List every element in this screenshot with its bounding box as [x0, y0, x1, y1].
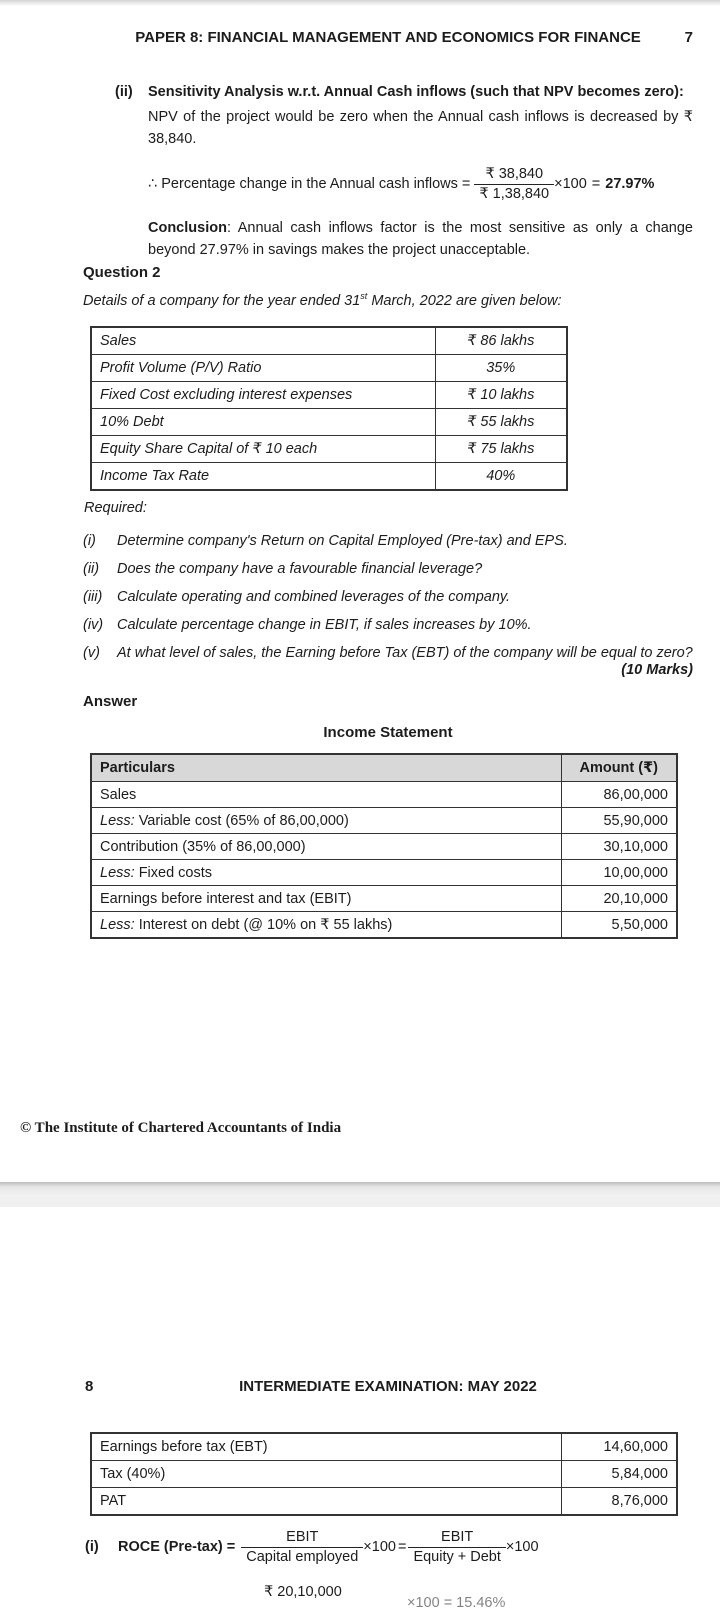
- table-row: [91, 355, 567, 382]
- detail-value: ₹ 55 lakhs: [435, 409, 567, 436]
- row-prefix: Less:: [100, 916, 139, 933]
- formula-prefix: ∴ Percentage change in the Annual cash inflows =: [148, 176, 471, 192]
- copyright-footer: © The Institute of Chartered Accountants of India: [20, 1120, 342, 1136]
- roce-fraction-1: [241, 1529, 363, 1566]
- formula-equals: =: [591, 176, 601, 192]
- row-amount: 86,00,000: [561, 782, 677, 808]
- row-amount: 30,10,000: [561, 834, 677, 860]
- row-label: Earnings before tax (EBT): [91, 1433, 561, 1461]
- detail-label: 10% Debt: [91, 409, 435, 436]
- formula-multiplier: ×100: [554, 176, 587, 192]
- fraction-numerator: EBIT: [441, 1528, 474, 1545]
- sensitivity-body: NPV of the project would be zero when the Annual cash inflows is decreased by ₹ 38,840.: [148, 109, 693, 147]
- item-text: At what level of sales, the Earning before Tax (EBT) of the company will be equal to zero?: [117, 645, 693, 661]
- item-number: (iv): [83, 617, 104, 633]
- conclusion-paragraph: [148, 217, 693, 261]
- page1-page-number: 7: [684, 29, 693, 46]
- page-top-shadow: [0, 0, 720, 6]
- table-row: [91, 834, 677, 860]
- intro-text-post: March, 2022 are given below:: [367, 292, 562, 309]
- detail-label: Fixed Cost excluding interest expenses: [91, 382, 435, 409]
- required-item-5: [83, 644, 693, 663]
- page1-running-header: PAPER 8: FINANCIAL MANAGEMENT AND ECONOMICS FOR FINANCE: [135, 29, 641, 46]
- fraction-denominator: Equity + Debt: [408, 1547, 505, 1566]
- col-header-amount: Amount (₹): [561, 754, 677, 782]
- table-row: [91, 1433, 677, 1461]
- row-amount: 5,84,000: [561, 1461, 677, 1488]
- item-number: (i): [83, 533, 96, 549]
- fraction-numerator: EBIT: [286, 1528, 319, 1545]
- row-label: PAT: [91, 1488, 561, 1516]
- sensitivity-item-label: (ii): [115, 84, 133, 100]
- row-label: Contribution (35% of 86,00,000): [100, 838, 306, 855]
- intro-superscript: st: [360, 291, 368, 301]
- detail-label: Sales: [91, 327, 435, 355]
- item-number: (v): [83, 645, 100, 661]
- formula-fraction: [474, 166, 554, 203]
- row-label: Earnings before interest and tax (EBIT): [100, 890, 352, 907]
- table-row: [91, 782, 677, 808]
- table-row: [91, 808, 677, 834]
- table-header-row: [91, 754, 677, 782]
- table-row: [91, 1488, 677, 1516]
- required-item-3: [83, 588, 693, 607]
- col-header-particulars: Particulars: [91, 754, 561, 782]
- table-row: [91, 327, 567, 355]
- item-text: Determine company's Return on Capital Employed (Pre-tax) and EPS.: [117, 533, 568, 549]
- roce-equals: =: [397, 1539, 407, 1555]
- required-label: Required:: [84, 500, 147, 516]
- row-amount: 10,00,000: [561, 860, 677, 886]
- detail-label: Equity Share Capital of ₹ 10 each: [91, 436, 435, 463]
- detail-value: ₹ 86 lakhs: [435, 327, 567, 355]
- row-prefix: Less:: [100, 812, 139, 829]
- row-amount: 8,76,000: [561, 1488, 677, 1516]
- detail-value: ₹ 10 lakhs: [435, 382, 567, 409]
- detail-value: ₹ 75 lakhs: [435, 436, 567, 463]
- conclusion-text: : Annual cash inflows factor is the most sensitive as only a change beyond 27.97% in savings makes the project unacceptable.: [148, 220, 693, 258]
- detail-label: Profit Volume (P/V) Ratio: [91, 355, 435, 382]
- row-label: Tax (40%): [91, 1461, 561, 1488]
- detail-label: Income Tax Rate: [91, 463, 435, 491]
- roce-item-label: (i): [85, 1539, 99, 1555]
- marks-badge: (10 Marks): [621, 662, 693, 678]
- intro-text-pre: Details of a company for the year ended 31: [83, 292, 361, 309]
- conclusion-label: Conclusion: [148, 220, 227, 236]
- percentage-change-formula: [148, 158, 698, 210]
- sensitivity-heading: Sensitivity Analysis w.r.t. Annual Cash inflows (such that NPV becomes zero):: [148, 84, 684, 100]
- ebt-table: [90, 1432, 678, 1516]
- item-number: (ii): [83, 561, 100, 577]
- item-text: Calculate operating and combined leverages of the company.: [117, 589, 511, 605]
- table-row: [91, 860, 677, 886]
- item-number: (iii): [83, 589, 103, 605]
- row-amount: 5,50,000: [561, 912, 677, 939]
- detail-value: 35%: [435, 355, 567, 382]
- fraction-denominator: ₹ 1,38,840: [474, 184, 554, 203]
- company-details-table: [90, 326, 568, 491]
- required-item-2: [83, 560, 693, 579]
- row-amount: 55,90,000: [561, 808, 677, 834]
- row-amount: 14,60,000: [561, 1433, 677, 1461]
- row-label: Fixed costs: [138, 864, 213, 881]
- cutoff-formula-tail: ×100 = 15.46%: [407, 1595, 506, 1611]
- question2-intro: [83, 291, 693, 309]
- page-separator: [0, 1182, 720, 1207]
- roce-multiplier-1: ×100: [363, 1539, 396, 1555]
- roce-multiplier-2: ×100: [505, 1539, 539, 1555]
- cutoff-fraction-numerator: ₹ 20,10,000: [264, 1584, 342, 1600]
- sensitivity-heading-row: [115, 84, 693, 100]
- table-row: [91, 886, 677, 912]
- table-row: [91, 1461, 677, 1488]
- fraction-numerator: ₹ 38,840: [485, 165, 544, 182]
- table-row: [91, 409, 567, 436]
- detail-value: 40%: [435, 463, 567, 491]
- roce-fraction-2: [408, 1529, 505, 1566]
- table-row: [91, 436, 567, 463]
- income-statement-title: Income Statement: [323, 724, 453, 741]
- table-row: [91, 463, 567, 491]
- table-row: [91, 912, 677, 939]
- table-row: [91, 382, 567, 409]
- row-label: Variable cost (65% of 86,00,000): [138, 812, 349, 829]
- row-label: Sales: [100, 786, 137, 803]
- income-statement-table: [90, 753, 678, 939]
- page2-page-number: 8: [85, 1378, 94, 1395]
- answer-label: Answer: [83, 693, 138, 710]
- page-2: [0, 1207, 720, 1611]
- item-text: Does the company have a favourable financial leverage?: [117, 561, 483, 577]
- item-text: Calculate percentage change in EBIT, if sales increases by 10%.: [117, 617, 532, 633]
- required-item-1: [83, 532, 693, 551]
- roce-formula: [85, 1524, 645, 1570]
- fraction-denominator: Capital employed: [241, 1547, 363, 1566]
- row-label: Interest on debt (@ 10% on ₹ 55 lakhs): [138, 916, 393, 933]
- row-prefix: Less:: [100, 864, 139, 881]
- roce-lead: ROCE (Pre-tax) =: [118, 1539, 236, 1555]
- formula-result: 27.97%: [605, 176, 655, 192]
- page2-running-header: INTERMEDIATE EXAMINATION: MAY 2022: [239, 1378, 537, 1395]
- question2-heading: Question 2: [83, 264, 161, 281]
- row-amount: 20,10,000: [561, 886, 677, 912]
- required-item-4: [83, 616, 693, 635]
